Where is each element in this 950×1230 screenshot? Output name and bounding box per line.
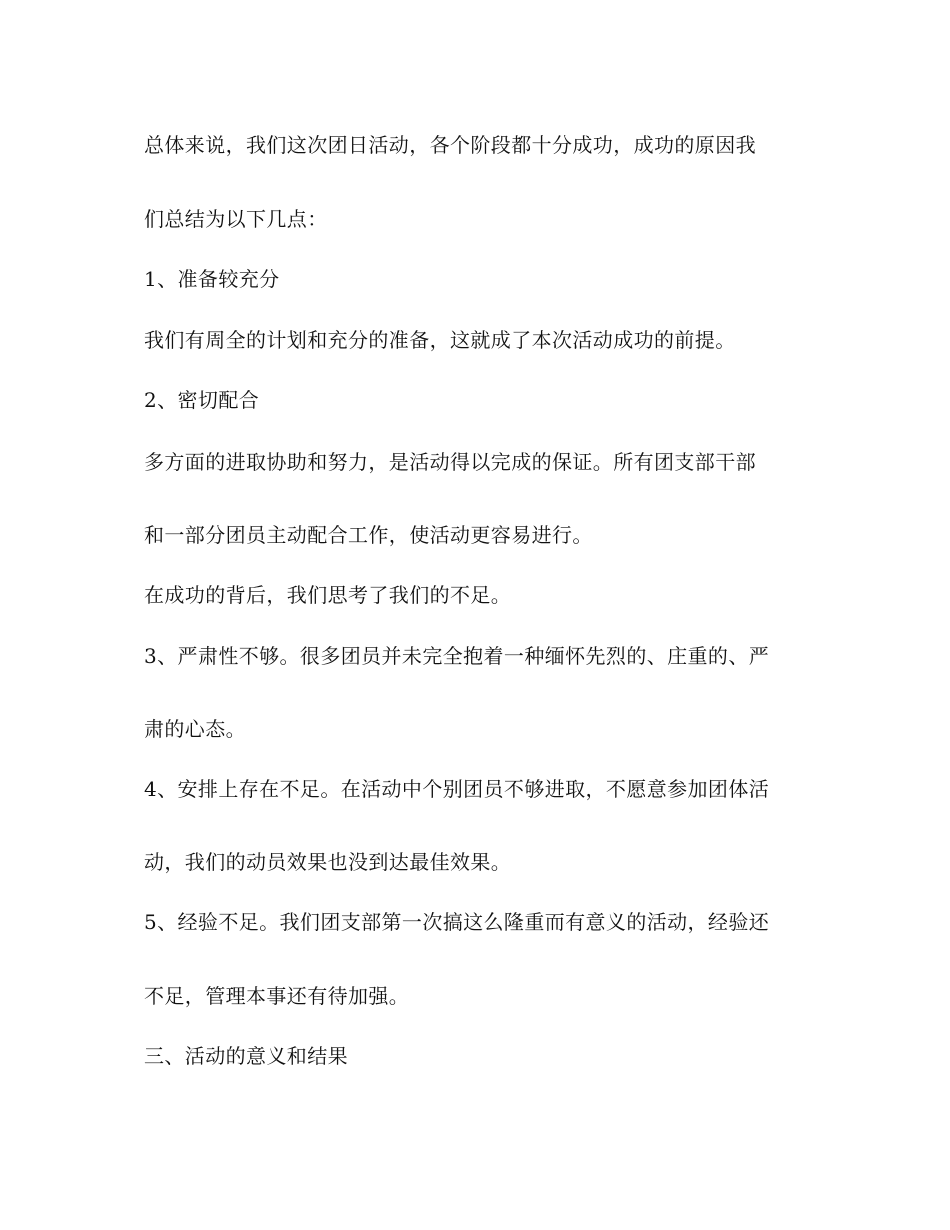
paragraph-point-5-line-2: 不足，管理本事还有待加强。 [144,984,410,1008]
paragraph-shortcomings-intro: 在成功的背后，我们思考了我们的不足。 [144,583,512,607]
paragraph-point-2-line-1: 多方面的进取协助和努力，是活动得以完成的保证。所有团支部干部 [144,450,756,474]
paragraph-point-5-line-1: 5、经验不足。我们团支部第一次搞这么隆重而有意义的活动，经验还 [144,910,770,934]
paragraph-point-3-line-1: 3、严肃性不够。很多团员并未完全抱着一种缅怀先烈的、庄重的、严 [144,644,770,668]
paragraph-point-4-line-2: 动，我们的动员效果也没到达最佳效果。 [144,850,512,874]
paragraph-point-3-line-2: 肃的心态。 [144,717,246,741]
paragraph-point-4-line-1: 4、安排上存在不足。在活动中个别团员不够进取，不愿意参加团体活 [144,777,770,801]
section-heading-significance: 三、活动的意义和结果 [144,1044,348,1068]
paragraph-point-2-line-2: 和一部分团员主动配合工作，使活动更容易进行。 [144,523,593,547]
heading-point-2: 2、密切配合 [144,388,260,412]
paragraph-summary-line-1: 总体来说，我们这次团日活动，各个阶段都十分成功，成功的原因我 [144,133,756,157]
paragraph-point-1: 我们有周全的计划和充分的准备，这就成了本次活动成功的前提。 [144,328,736,352]
paragraph-summary-line-2: 们总结为以下几点： [144,207,328,231]
heading-point-1: 1、准备较充分 [144,267,280,291]
